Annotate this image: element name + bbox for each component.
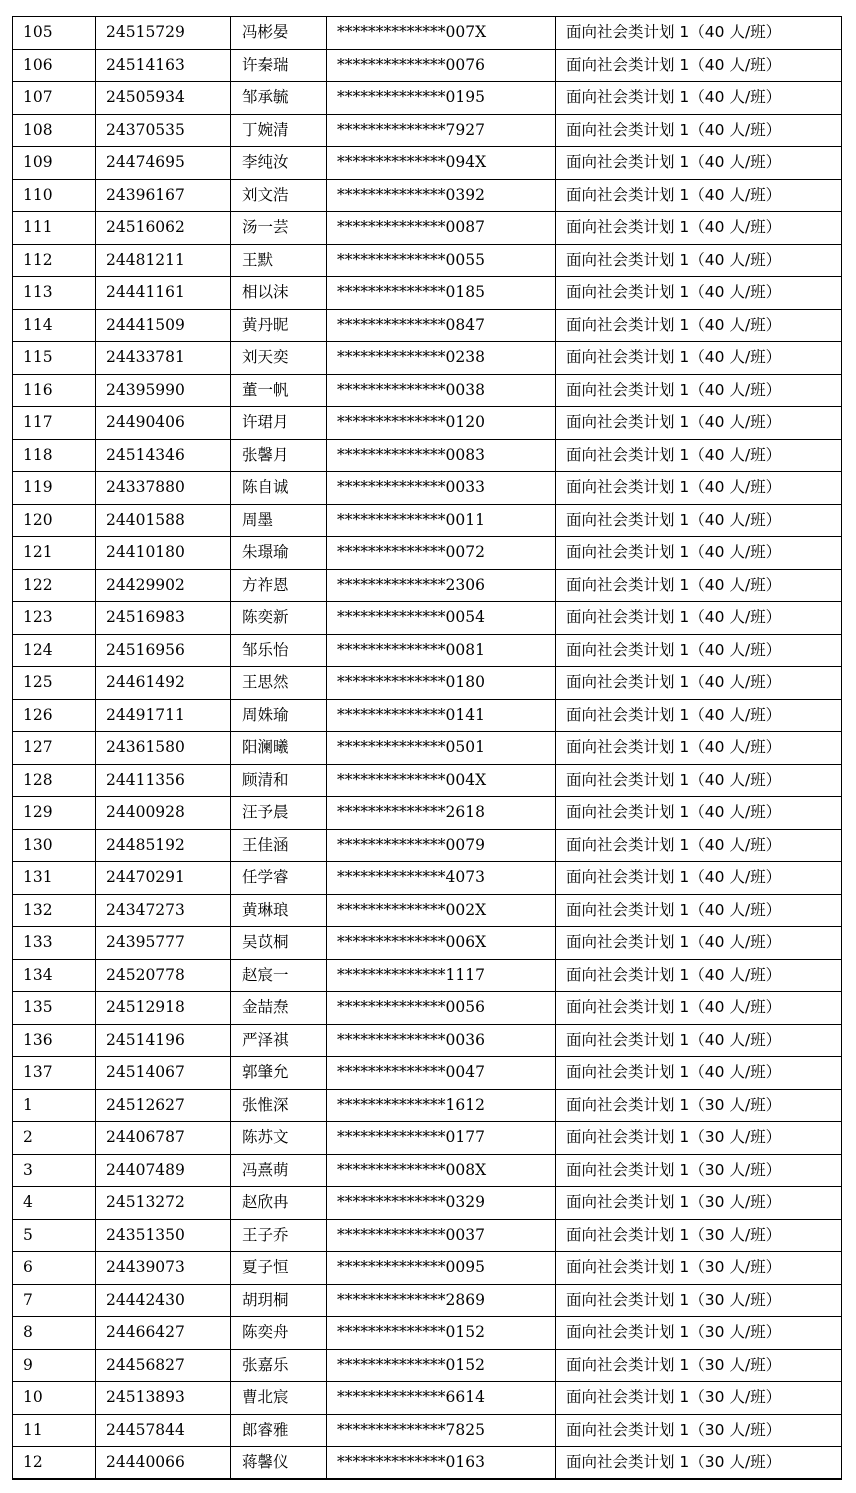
plan-cell: 面向社会类计划 1（30 人/班）: [556, 1122, 842, 1155]
plan-cell: 面向社会类计划 1（40 人/班）: [556, 602, 842, 635]
table-row: [13, 667, 842, 700]
student-name-cell: 陈自诚: [231, 472, 327, 505]
id-number-cell: **************0047: [327, 1057, 556, 1090]
exam-number-cell: 24440066: [96, 1447, 231, 1480]
row-number-cell: 12: [13, 1447, 96, 1480]
plan-cell: 面向社会类计划 1（40 人/班）: [556, 439, 842, 472]
student-name-cell: 王子乔: [231, 1219, 327, 1252]
table-row: [13, 439, 842, 472]
exam-number-cell: 24512627: [96, 1089, 231, 1122]
row-number-cell: 114: [13, 309, 96, 342]
id-number-cell: **************0120: [327, 407, 556, 440]
table-row: [13, 829, 842, 862]
plan-cell: 面向社会类计划 1（40 人/班）: [556, 732, 842, 765]
plan-cell: 面向社会类计划 1（30 人/班）: [556, 1187, 842, 1220]
exam-number-cell: 24516956: [96, 634, 231, 667]
row-number-cell: 8: [13, 1317, 96, 1350]
table-row: [13, 309, 842, 342]
id-number-cell: **************0081: [327, 634, 556, 667]
id-number-cell: **************0152: [327, 1317, 556, 1350]
student-name-cell: 陈奕新: [231, 602, 327, 635]
id-number-cell: **************002X: [327, 894, 556, 927]
student-name-cell: 周姝瑜: [231, 699, 327, 732]
student-name-cell: 张馨月: [231, 439, 327, 472]
student-name-cell: 邹乐怡: [231, 634, 327, 667]
table-row: [13, 1024, 842, 1057]
exam-number-cell: 24491711: [96, 699, 231, 732]
row-number-cell: 107: [13, 82, 96, 115]
table-row: [13, 1447, 842, 1480]
exam-number-cell: 24514067: [96, 1057, 231, 1090]
row-number-cell: 2: [13, 1122, 96, 1155]
plan-cell: 面向社会类计划 1（30 人/班）: [556, 1154, 842, 1187]
row-number-cell: 111: [13, 212, 96, 245]
plan-cell: 面向社会类计划 1（30 人/班）: [556, 1414, 842, 1447]
row-number-cell: 116: [13, 374, 96, 407]
table-row: [13, 472, 842, 505]
exam-number-cell: 24400928: [96, 797, 231, 830]
student-name-cell: 李纯汝: [231, 147, 327, 180]
row-number-cell: 1: [13, 1089, 96, 1122]
id-number-cell: **************008X: [327, 1154, 556, 1187]
table-row: [13, 49, 842, 82]
plan-cell: 面向社会类计划 1（40 人/班）: [556, 374, 842, 407]
row-number-cell: 118: [13, 439, 96, 472]
plan-cell: 面向社会类计划 1（40 人/班）: [556, 959, 842, 992]
exam-number-cell: 24485192: [96, 829, 231, 862]
row-number-cell: 137: [13, 1057, 96, 1090]
exam-number-cell: 24406787: [96, 1122, 231, 1155]
id-number-cell: **************0329: [327, 1187, 556, 1220]
student-name-cell: 任学睿: [231, 862, 327, 895]
row-number-cell: 113: [13, 277, 96, 310]
student-name-cell: 严泽祺: [231, 1024, 327, 1057]
table-row: [13, 634, 842, 667]
plan-cell: 面向社会类计划 1（40 人/班）: [556, 1024, 842, 1057]
student-name-cell: 冯彬晏: [231, 17, 327, 50]
table-row: [13, 927, 842, 960]
id-number-cell: **************0185: [327, 277, 556, 310]
plan-cell: 面向社会类计划 1（40 人/班）: [556, 634, 842, 667]
row-number-cell: 109: [13, 147, 96, 180]
exam-number-cell: 24410180: [96, 537, 231, 570]
student-name-cell: 赵宸一: [231, 959, 327, 992]
table-row: [13, 17, 842, 50]
exam-number-cell: 24516983: [96, 602, 231, 635]
row-number-cell: 6: [13, 1252, 96, 1285]
row-number-cell: 4: [13, 1187, 96, 1220]
exam-number-cell: 24351350: [96, 1219, 231, 1252]
table-row: [13, 1057, 842, 1090]
exam-number-cell: 24347273: [96, 894, 231, 927]
roster-table-body: [13, 17, 842, 1480]
student-name-cell: 郎睿雅: [231, 1414, 327, 1447]
id-number-cell: **************0177: [327, 1122, 556, 1155]
table-row: [13, 407, 842, 440]
id-number-cell: **************0180: [327, 667, 556, 700]
plan-cell: 面向社会类计划 1（40 人/班）: [556, 537, 842, 570]
plan-cell: 面向社会类计划 1（40 人/班）: [556, 1057, 842, 1090]
table-row: [13, 602, 842, 635]
student-name-cell: 刘文浩: [231, 179, 327, 212]
table-row: [13, 212, 842, 245]
row-number-cell: 134: [13, 959, 96, 992]
plan-cell: 面向社会类计划 1（40 人/班）: [556, 504, 842, 537]
student-name-cell: 王默: [231, 244, 327, 277]
row-number-cell: 117: [13, 407, 96, 440]
exam-number-cell: 24361580: [96, 732, 231, 765]
student-name-cell: 张惟深: [231, 1089, 327, 1122]
plan-cell: 面向社会类计划 1（40 人/班）: [556, 309, 842, 342]
id-number-cell: **************0036: [327, 1024, 556, 1057]
id-number-cell: **************0501: [327, 732, 556, 765]
plan-cell: 面向社会类计划 1（30 人/班）: [556, 1349, 842, 1382]
row-number-cell: 105: [13, 17, 96, 50]
exam-number-cell: 24401588: [96, 504, 231, 537]
table-row: [13, 1317, 842, 1350]
row-number-cell: 121: [13, 537, 96, 570]
row-number-cell: 123: [13, 602, 96, 635]
exam-number-cell: 24395990: [96, 374, 231, 407]
plan-cell: 面向社会类计划 1（40 人/班）: [556, 667, 842, 700]
exam-number-cell: 24512918: [96, 992, 231, 1025]
student-name-cell: 周墨: [231, 504, 327, 537]
id-number-cell: **************0011: [327, 504, 556, 537]
student-name-cell: 曹北宸: [231, 1382, 327, 1415]
id-number-cell: **************1612: [327, 1089, 556, 1122]
table-row: [13, 1187, 842, 1220]
student-name-cell: 赵欣冉: [231, 1187, 327, 1220]
id-number-cell: **************0087: [327, 212, 556, 245]
row-number-cell: 128: [13, 764, 96, 797]
plan-cell: 面向社会类计划 1（40 人/班）: [556, 277, 842, 310]
row-number-cell: 115: [13, 342, 96, 375]
id-number-cell: **************0152: [327, 1349, 556, 1382]
exam-number-cell: 24470291: [96, 862, 231, 895]
student-name-cell: 顾清和: [231, 764, 327, 797]
exam-number-cell: 24441509: [96, 309, 231, 342]
student-name-cell: 蒋馨仪: [231, 1447, 327, 1480]
plan-cell: 面向社会类计划 1（30 人/班）: [556, 1317, 842, 1350]
student-name-cell: 许秦瑞: [231, 49, 327, 82]
row-number-cell: 129: [13, 797, 96, 830]
table-row: [13, 894, 842, 927]
student-name-cell: 刘天奕: [231, 342, 327, 375]
plan-cell: 面向社会类计划 1（40 人/班）: [556, 179, 842, 212]
id-number-cell: **************0038: [327, 374, 556, 407]
student-name-cell: 黄丹昵: [231, 309, 327, 342]
row-number-cell: 3: [13, 1154, 96, 1187]
row-number-cell: 108: [13, 114, 96, 147]
student-name-cell: 邹承毓: [231, 82, 327, 115]
table-row: [13, 797, 842, 830]
id-number-cell: **************0033: [327, 472, 556, 505]
exam-number-cell: 24481211: [96, 244, 231, 277]
plan-cell: 面向社会类计划 1（40 人/班）: [556, 49, 842, 82]
student-name-cell: 相以沫: [231, 277, 327, 310]
student-name-cell: 许珺月: [231, 407, 327, 440]
exam-number-cell: 24490406: [96, 407, 231, 440]
exam-number-cell: 24513272: [96, 1187, 231, 1220]
student-name-cell: 胡玥桐: [231, 1284, 327, 1317]
student-name-cell: 夏子恒: [231, 1252, 327, 1285]
table-row: [13, 1349, 842, 1382]
id-number-cell: **************0056: [327, 992, 556, 1025]
id-number-cell: **************094X: [327, 147, 556, 180]
row-number-cell: 11: [13, 1414, 96, 1447]
row-number-cell: 131: [13, 862, 96, 895]
plan-cell: 面向社会类计划 1（40 人/班）: [556, 699, 842, 732]
plan-cell: 面向社会类计划 1（30 人/班）: [556, 1089, 842, 1122]
student-name-cell: 董一帆: [231, 374, 327, 407]
plan-cell: 面向社会类计划 1（30 人/班）: [556, 1447, 842, 1480]
exam-number-cell: 24520778: [96, 959, 231, 992]
id-number-cell: **************0083: [327, 439, 556, 472]
plan-cell: 面向社会类计划 1（40 人/班）: [556, 992, 842, 1025]
id-number-cell: **************0054: [327, 602, 556, 635]
exam-number-cell: 24396167: [96, 179, 231, 212]
id-number-cell: **************6614: [327, 1382, 556, 1415]
id-number-cell: **************0141: [327, 699, 556, 732]
exam-number-cell: 24411356: [96, 764, 231, 797]
id-number-cell: **************004X: [327, 764, 556, 797]
exam-number-cell: 24466427: [96, 1317, 231, 1350]
plan-cell: 面向社会类计划 1（30 人/班）: [556, 1382, 842, 1415]
row-number-cell: 130: [13, 829, 96, 862]
plan-cell: 面向社会类计划 1（40 人/班）: [556, 927, 842, 960]
student-name-cell: 王思然: [231, 667, 327, 700]
exam-number-cell: 24395777: [96, 927, 231, 960]
student-name-cell: 张嘉乐: [231, 1349, 327, 1382]
student-name-cell: 丁婉清: [231, 114, 327, 147]
student-name-cell: 郭肇允: [231, 1057, 327, 1090]
plan-cell: 面向社会类计划 1（40 人/班）: [556, 797, 842, 830]
student-name-cell: 冯熹萌: [231, 1154, 327, 1187]
exam-number-cell: 24439073: [96, 1252, 231, 1285]
table-row: [13, 179, 842, 212]
table-row: [13, 342, 842, 375]
table-row: [13, 1414, 842, 1447]
plan-cell: 面向社会类计划 1（40 人/班）: [556, 82, 842, 115]
row-number-cell: 133: [13, 927, 96, 960]
plan-cell: 面向社会类计划 1（40 人/班）: [556, 764, 842, 797]
table-row: [13, 764, 842, 797]
plan-cell: 面向社会类计划 1（40 人/班）: [556, 342, 842, 375]
exam-number-cell: 24442430: [96, 1284, 231, 1317]
roster-sheet: [12, 16, 841, 1480]
id-number-cell: **************1117: [327, 959, 556, 992]
exam-number-cell: 24457844: [96, 1414, 231, 1447]
row-number-cell: 132: [13, 894, 96, 927]
id-number-cell: **************0037: [327, 1219, 556, 1252]
row-number-cell: 120: [13, 504, 96, 537]
exam-number-cell: 24456827: [96, 1349, 231, 1382]
table-row: [13, 959, 842, 992]
id-number-cell: **************0076: [327, 49, 556, 82]
table-row: [13, 82, 842, 115]
table-row: [13, 1089, 842, 1122]
id-number-cell: **************0055: [327, 244, 556, 277]
roster-table: [12, 16, 842, 1480]
id-number-cell: **************0238: [327, 342, 556, 375]
exam-number-cell: 24514196: [96, 1024, 231, 1057]
id-number-cell: **************0195: [327, 82, 556, 115]
id-number-cell: **************4073: [327, 862, 556, 895]
plan-cell: 面向社会类计划 1（40 人/班）: [556, 17, 842, 50]
student-name-cell: 方祚恩: [231, 569, 327, 602]
id-number-cell: **************006X: [327, 927, 556, 960]
plan-cell: 面向社会类计划 1（40 人/班）: [556, 862, 842, 895]
exam-number-cell: 24429902: [96, 569, 231, 602]
table-row: [13, 699, 842, 732]
exam-number-cell: 24516062: [96, 212, 231, 245]
exam-number-cell: 24514346: [96, 439, 231, 472]
id-number-cell: **************0392: [327, 179, 556, 212]
row-number-cell: 5: [13, 1219, 96, 1252]
plan-cell: 面向社会类计划 1（30 人/班）: [556, 1219, 842, 1252]
table-row: [13, 992, 842, 1025]
id-number-cell: **************0072: [327, 537, 556, 570]
plan-cell: 面向社会类计划 1（40 人/班）: [556, 407, 842, 440]
id-number-cell: **************0079: [327, 829, 556, 862]
student-name-cell: 陈奕舟: [231, 1317, 327, 1350]
plan-cell: 面向社会类计划 1（40 人/班）: [556, 894, 842, 927]
row-number-cell: 126: [13, 699, 96, 732]
table-row: [13, 147, 842, 180]
row-number-cell: 124: [13, 634, 96, 667]
exam-number-cell: 24407489: [96, 1154, 231, 1187]
student-name-cell: 金喆焘: [231, 992, 327, 1025]
plan-cell: 面向社会类计划 1（30 人/班）: [556, 1252, 842, 1285]
exam-number-cell: 24474695: [96, 147, 231, 180]
plan-cell: 面向社会类计划 1（40 人/班）: [556, 114, 842, 147]
row-number-cell: 136: [13, 1024, 96, 1057]
id-number-cell: **************007X: [327, 17, 556, 50]
table-row: [13, 374, 842, 407]
id-number-cell: **************2869: [327, 1284, 556, 1317]
student-name-cell: 吴苡桐: [231, 927, 327, 960]
row-number-cell: 9: [13, 1349, 96, 1382]
id-number-cell: **************7825: [327, 1414, 556, 1447]
exam-number-cell: 24461492: [96, 667, 231, 700]
student-name-cell: 王佳涵: [231, 829, 327, 862]
id-number-cell: **************0847: [327, 309, 556, 342]
exam-number-cell: 24515729: [96, 17, 231, 50]
exam-number-cell: 24514163: [96, 49, 231, 82]
table-row: [13, 1382, 842, 1415]
row-number-cell: 112: [13, 244, 96, 277]
student-name-cell: 陈苏文: [231, 1122, 327, 1155]
plan-cell: 面向社会类计划 1（30 人/班）: [556, 1284, 842, 1317]
row-number-cell: 119: [13, 472, 96, 505]
plan-cell: 面向社会类计划 1（40 人/班）: [556, 829, 842, 862]
table-row: [13, 277, 842, 310]
student-name-cell: 阳澜曦: [231, 732, 327, 765]
table-row: [13, 1284, 842, 1317]
row-number-cell: 127: [13, 732, 96, 765]
table-row: [13, 569, 842, 602]
id-number-cell: **************0095: [327, 1252, 556, 1285]
table-row: [13, 862, 842, 895]
student-name-cell: 汪予晨: [231, 797, 327, 830]
plan-cell: 面向社会类计划 1（40 人/班）: [556, 212, 842, 245]
row-number-cell: 122: [13, 569, 96, 602]
row-number-cell: 110: [13, 179, 96, 212]
student-name-cell: 朱璟瑜: [231, 537, 327, 570]
plan-cell: 面向社会类计划 1（40 人/班）: [556, 569, 842, 602]
table-row: [13, 504, 842, 537]
id-number-cell: **************2618: [327, 797, 556, 830]
exam-number-cell: 24370535: [96, 114, 231, 147]
plan-cell: 面向社会类计划 1（40 人/班）: [556, 244, 842, 277]
table-row: [13, 1252, 842, 1285]
exam-number-cell: 24505934: [96, 82, 231, 115]
table-row: [13, 1154, 842, 1187]
exam-number-cell: 24433781: [96, 342, 231, 375]
table-row: [13, 114, 842, 147]
row-number-cell: 10: [13, 1382, 96, 1415]
exam-number-cell: 24337880: [96, 472, 231, 505]
bottom-rule: [12, 1478, 841, 1480]
table-row: [13, 1219, 842, 1252]
row-number-cell: 7: [13, 1284, 96, 1317]
exam-number-cell: 24441161: [96, 277, 231, 310]
id-number-cell: **************0163: [327, 1447, 556, 1480]
row-number-cell: 135: [13, 992, 96, 1025]
row-number-cell: 106: [13, 49, 96, 82]
student-name-cell: 黄琳琅: [231, 894, 327, 927]
plan-cell: 面向社会类计划 1（40 人/班）: [556, 472, 842, 505]
id-number-cell: **************7927: [327, 114, 556, 147]
row-number-cell: 125: [13, 667, 96, 700]
id-number-cell: **************2306: [327, 569, 556, 602]
table-row: [13, 732, 842, 765]
table-row: [13, 1122, 842, 1155]
plan-cell: 面向社会类计划 1（40 人/班）: [556, 147, 842, 180]
student-name-cell: 汤一芸: [231, 212, 327, 245]
table-row: [13, 537, 842, 570]
exam-number-cell: 24513893: [96, 1382, 231, 1415]
table-row: [13, 244, 842, 277]
